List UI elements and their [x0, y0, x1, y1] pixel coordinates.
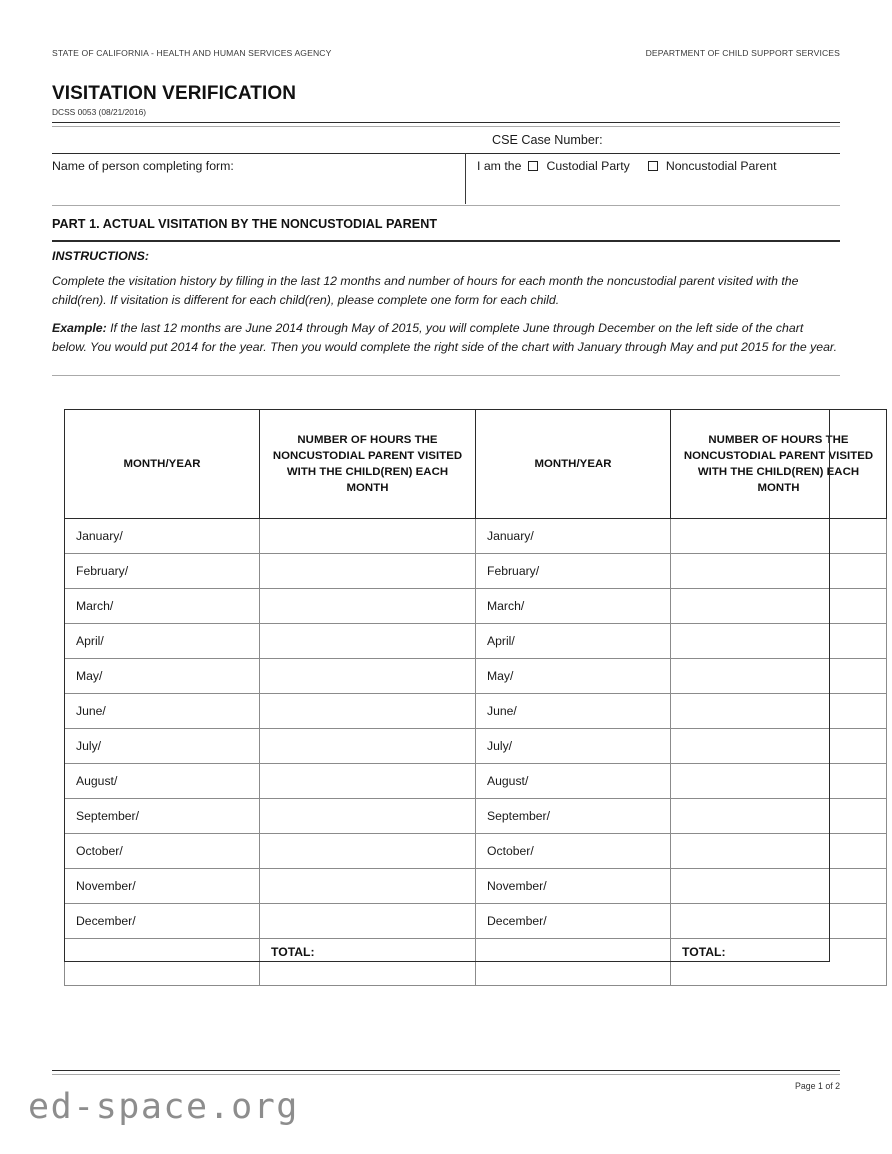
part1-divider: [52, 240, 840, 242]
month-label-left: April/: [65, 624, 260, 659]
hours-input-left[interactable]: [260, 519, 476, 554]
table-row: [65, 589, 887, 624]
hours-input-left[interactable]: [260, 869, 476, 904]
hours-input-right[interactable]: [671, 729, 887, 764]
hours-input-right[interactable]: [671, 799, 887, 834]
hours-input-left[interactable]: [260, 624, 476, 659]
table-row: [65, 729, 887, 764]
header-month-year-left: MONTH/YEAR: [65, 410, 260, 519]
cse-case-number-field[interactable]: [620, 131, 835, 150]
name-row-vertical-divider: [465, 153, 466, 204]
month-label-right: September/: [476, 799, 671, 834]
hours-input-left[interactable]: [260, 799, 476, 834]
hours-input-right[interactable]: [671, 554, 887, 589]
month-label-right: August/: [476, 764, 671, 799]
header-hours-right: NUMBER OF HOURS THE NONCUSTODIAL PARENT VISITED WITH THE CHILD(REN) EACH MONTH: [671, 410, 887, 519]
table-header-row: [65, 410, 887, 519]
total-label-left[interactable]: TOTAL:: [260, 939, 476, 986]
month-label-right: July/: [476, 729, 671, 764]
month-label-right: February/: [476, 554, 671, 589]
month-label-left: December/: [65, 904, 260, 939]
visitation-table: [64, 409, 887, 986]
header-month-year-right: MONTH/YEAR: [476, 410, 671, 519]
hours-input-left[interactable]: [260, 589, 476, 624]
page-indicator: Page 1 of 2: [795, 1081, 840, 1091]
hours-input-right[interactable]: [671, 519, 887, 554]
name-row-bottom-divider: [52, 205, 840, 206]
name-of-person-input[interactable]: [52, 178, 457, 202]
hours-input-left[interactable]: [260, 554, 476, 589]
hours-input-right[interactable]: [671, 624, 887, 659]
name-of-person-label: Name of person completing form:: [52, 159, 234, 173]
cse-row-divider: [52, 153, 840, 154]
custodial-party-label: Custodial Party: [546, 159, 630, 173]
hours-input-left[interactable]: [260, 834, 476, 869]
hours-input-left[interactable]: [260, 659, 476, 694]
page-title: VISITATION VERIFICATION: [52, 83, 297, 104]
total-row-spacer-right: [476, 939, 671, 986]
header-hours-left: NUMBER OF HOURS THE NONCUSTODIAL PARENT VISITED WITH THE CHILD(REN) EACH MONTH: [260, 410, 476, 519]
month-label-left: October/: [65, 834, 260, 869]
hours-input-right[interactable]: [671, 589, 887, 624]
i-am-the-label: I am the: [477, 159, 522, 173]
state-agency-label: STATE OF CALIFORNIA - HEALTH AND HUMAN SERVICES AGENCY: [52, 48, 332, 58]
table-row: [65, 764, 887, 799]
table-row: [65, 694, 887, 729]
example-bottom-divider: [52, 375, 840, 376]
total-label-right[interactable]: TOTAL:: [671, 939, 887, 986]
hours-input-left[interactable]: [260, 694, 476, 729]
table-total-row: [65, 939, 887, 986]
table-row: [65, 799, 887, 834]
table-row: [65, 624, 887, 659]
hours-input-right[interactable]: [671, 694, 887, 729]
table-row: [65, 904, 887, 939]
hours-input-left[interactable]: [260, 904, 476, 939]
cse-case-number-label: CSE Case Number:: [492, 133, 603, 147]
month-label-left: January/: [65, 519, 260, 554]
month-label-right: May/: [476, 659, 671, 694]
total-row-spacer-left: [65, 939, 260, 986]
noncustodial-parent-label: Noncustodial Parent: [665, 159, 777, 173]
department-label: DEPARTMENT OF CHILD SUPPORT SERVICES: [645, 48, 840, 58]
visitation-table-body: [65, 519, 887, 986]
instructions-label: INSTRUCTIONS:: [52, 249, 150, 263]
month-label-left: September/: [65, 799, 260, 834]
month-label-left: July/: [65, 729, 260, 764]
table-row: [65, 519, 887, 554]
form-number-label: DCSS 0053 (08/21/2016): [52, 107, 147, 117]
header-divider-top-second: [52, 126, 840, 127]
hours-input-right[interactable]: [671, 659, 887, 694]
agency-header-row: [52, 48, 840, 58]
table-row: [65, 659, 887, 694]
hours-input-right[interactable]: [671, 764, 887, 799]
month-label-right: November/: [476, 869, 671, 904]
hours-input-right[interactable]: [671, 834, 887, 869]
example-label: Example:: [52, 321, 107, 335]
table-row: [65, 869, 887, 904]
part1-heading: PART 1. ACTUAL VISITATION BY THE NONCUSTODIAL PARENT: [52, 217, 438, 231]
hours-input-right[interactable]: [671, 869, 887, 904]
month-label-right: June/: [476, 694, 671, 729]
custodial-party-checkbox[interactable]: [528, 161, 538, 171]
table-row: [65, 834, 887, 869]
month-label-right: March/: [476, 589, 671, 624]
month-label-left: March/: [65, 589, 260, 624]
footer-divider-second: [52, 1074, 840, 1075]
month-label-left: February/: [65, 554, 260, 589]
noncustodial-parent-checkbox[interactable]: [648, 161, 658, 171]
watermark-text: ed-space.org: [28, 1087, 299, 1127]
visitation-table-head: [65, 410, 887, 519]
month-label-right: October/: [476, 834, 671, 869]
footer-divider-top: [52, 1070, 840, 1071]
hours-input-right[interactable]: [671, 904, 887, 939]
party-selection-group: [477, 159, 777, 173]
hours-input-left[interactable]: [260, 729, 476, 764]
month-label-right: December/: [476, 904, 671, 939]
month-label-left: November/: [65, 869, 260, 904]
month-label-left: June/: [65, 694, 260, 729]
month-label-right: January/: [476, 519, 671, 554]
example-body-text: If the last 12 months are June 2014 through May of 2015, you will complete June through December on the left side of the chart below. You would put 2014 for the year. Then you would complete the right side of the chart with January through May and put 2015 for the year.: [52, 321, 837, 354]
month-label-right: April/: [476, 624, 671, 659]
month-label-left: August/: [65, 764, 260, 799]
hours-input-left[interactable]: [260, 764, 476, 799]
header-divider-top: [52, 122, 840, 123]
table-row: [65, 554, 887, 589]
month-label-left: May/: [65, 659, 260, 694]
instructions-text: Complete the visitation history by filling in the last 12 months and number of hours for each month the noncustodial parent visited with the child(ren). If visitation is different for each child(ren), please complete one form for each child.: [52, 274, 799, 307]
example-text: [52, 319, 841, 356]
